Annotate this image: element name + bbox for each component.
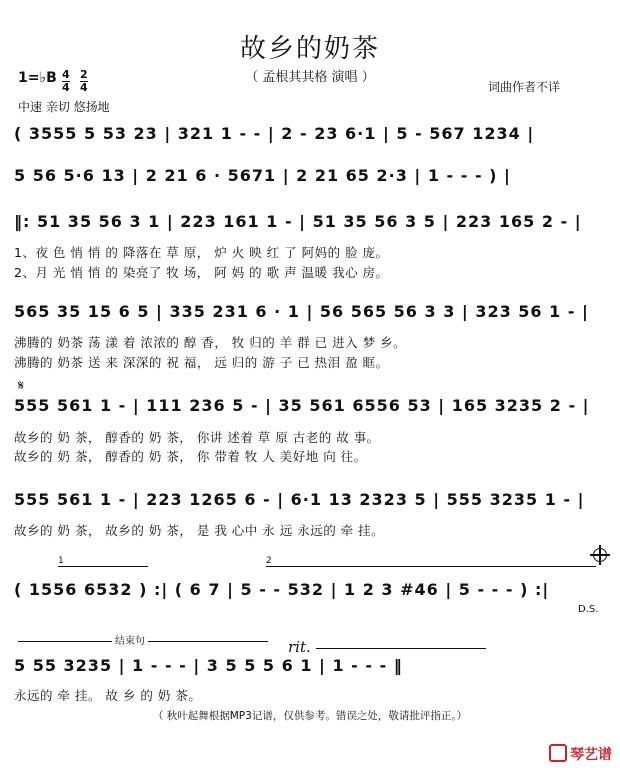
ritardando-mark: rit. xyxy=(288,638,311,656)
site-logo xyxy=(549,744,612,764)
ending-label: 结束句 xyxy=(112,632,148,647)
meter-top: 4 xyxy=(62,68,70,81)
lyric-line-4-verse-1: 沸腾的 奶茶 荡 漾 着 浓浓的 醇 香， 牧 归的 羊 群 已 进入 梦 乡。 xyxy=(14,335,407,350)
key-signature: 1=♭B xyxy=(18,70,57,86)
lyric-line-3-verse-1: 1、夜 色 悄 悄 的 降落在 草 原， 炉 火 映 红 了 阿妈的 脸 庞。 xyxy=(14,245,389,260)
meter-top: 2 xyxy=(80,68,88,81)
lyric-line-4-verse-2: 沸腾的 奶茶 送 来 深深的 祝 福， 远 归的 游 子 已 热泪 盈 眶。 xyxy=(14,355,389,370)
transcription-note: （ 秋叶起舞根据MP3记谱，仅供参考。错误之处，敬请批评指正。） xyxy=(152,710,468,722)
lyric-line-6: 故乡的 奶 茶， 故乡的 奶 茶， 是 我 心中 永 远 永远的 牵 挂。 xyxy=(14,523,385,538)
lyric-line-5-verse-2: 故乡的 奶 茶， 醇香的 奶 茶， 你 带着 牧 人 美好地 向 往。 xyxy=(14,449,367,464)
segno-mark: 𝄋 xyxy=(18,378,25,394)
dal-segno: D.S. xyxy=(578,604,599,615)
score-line-6: 555 561 1 - | 223 1265 6 - | 6·1 13 2323 5 | 555 3235 1 - | xyxy=(14,490,585,509)
performer-subtitle: （ 孟根其其格 演唱 ） xyxy=(245,70,375,85)
credits: 词曲作者不详 xyxy=(487,80,560,94)
rit-line xyxy=(316,648,486,649)
meter-bottom: 4 xyxy=(80,81,88,94)
lyric-line-5-verse-1: 故乡的 奶 茶， 醇香的 奶 茶， 你讲 述着 草 原 古老的 故 事。 xyxy=(14,430,380,445)
logo-text: 琴艺谱 xyxy=(570,747,612,763)
logo-icon xyxy=(549,744,567,762)
score-line-3: ‖: 51 35 56 3 1 | 223 161 1 - | 51 35 56 3 5 | 223 165 2 - | xyxy=(14,212,582,231)
score-line-7: ( 1556 6532 ) :| ( 6 7 | 5 - - 532 | 1 2 3 #46 | 5 - - - ) :| xyxy=(14,580,550,599)
meter-bottom: 4 xyxy=(62,81,70,94)
time-signature-2-4 xyxy=(80,70,88,93)
volta-1-label: 1 xyxy=(58,556,64,566)
score-line-5: 555 561 1 - | 111 236 5 - | 35 561 6556 53 | 165 3235 2 - | xyxy=(14,396,590,415)
lyric-line-8: 永远的 牵 挂。 故 乡 的 奶 茶。 xyxy=(14,688,202,703)
lyric-line-3-verse-2: 2、月 光 悄 悄 的 染亮了 牧 场， 阿 妈 的 歌 声 温暖 我心 房。 xyxy=(14,265,389,280)
score-line-8: 5 55 3235 | 1 - - - | 3 5 5 5 6 1 | 1 - - - ‖ xyxy=(14,656,403,675)
volta-2-bracket xyxy=(266,566,596,567)
time-signature-4-4 xyxy=(62,70,70,93)
tempo-marking: 中速 亲切 悠扬地 xyxy=(18,100,110,114)
volta-2-label: 2 xyxy=(266,556,272,566)
score-line-2: 5 56 5·6 13 | 2 21 6 · 5671 | 2 21 65 2·3 | 1 - - - ) | xyxy=(14,166,511,185)
volta-1-bracket xyxy=(58,566,148,567)
coda-icon xyxy=(593,548,607,562)
score-line-1: ( 3555 5 53 23 | 321 1 - - | 2 - 23 6·1 | 5 - 567 1234 | xyxy=(14,124,535,143)
score-line-4: 565 35 15 6 5 | 335 231 6 · 1 | 56 565 56 3 3 | 323 56 1 - | xyxy=(14,302,589,321)
song-title: 故乡的奶茶 xyxy=(239,34,380,64)
